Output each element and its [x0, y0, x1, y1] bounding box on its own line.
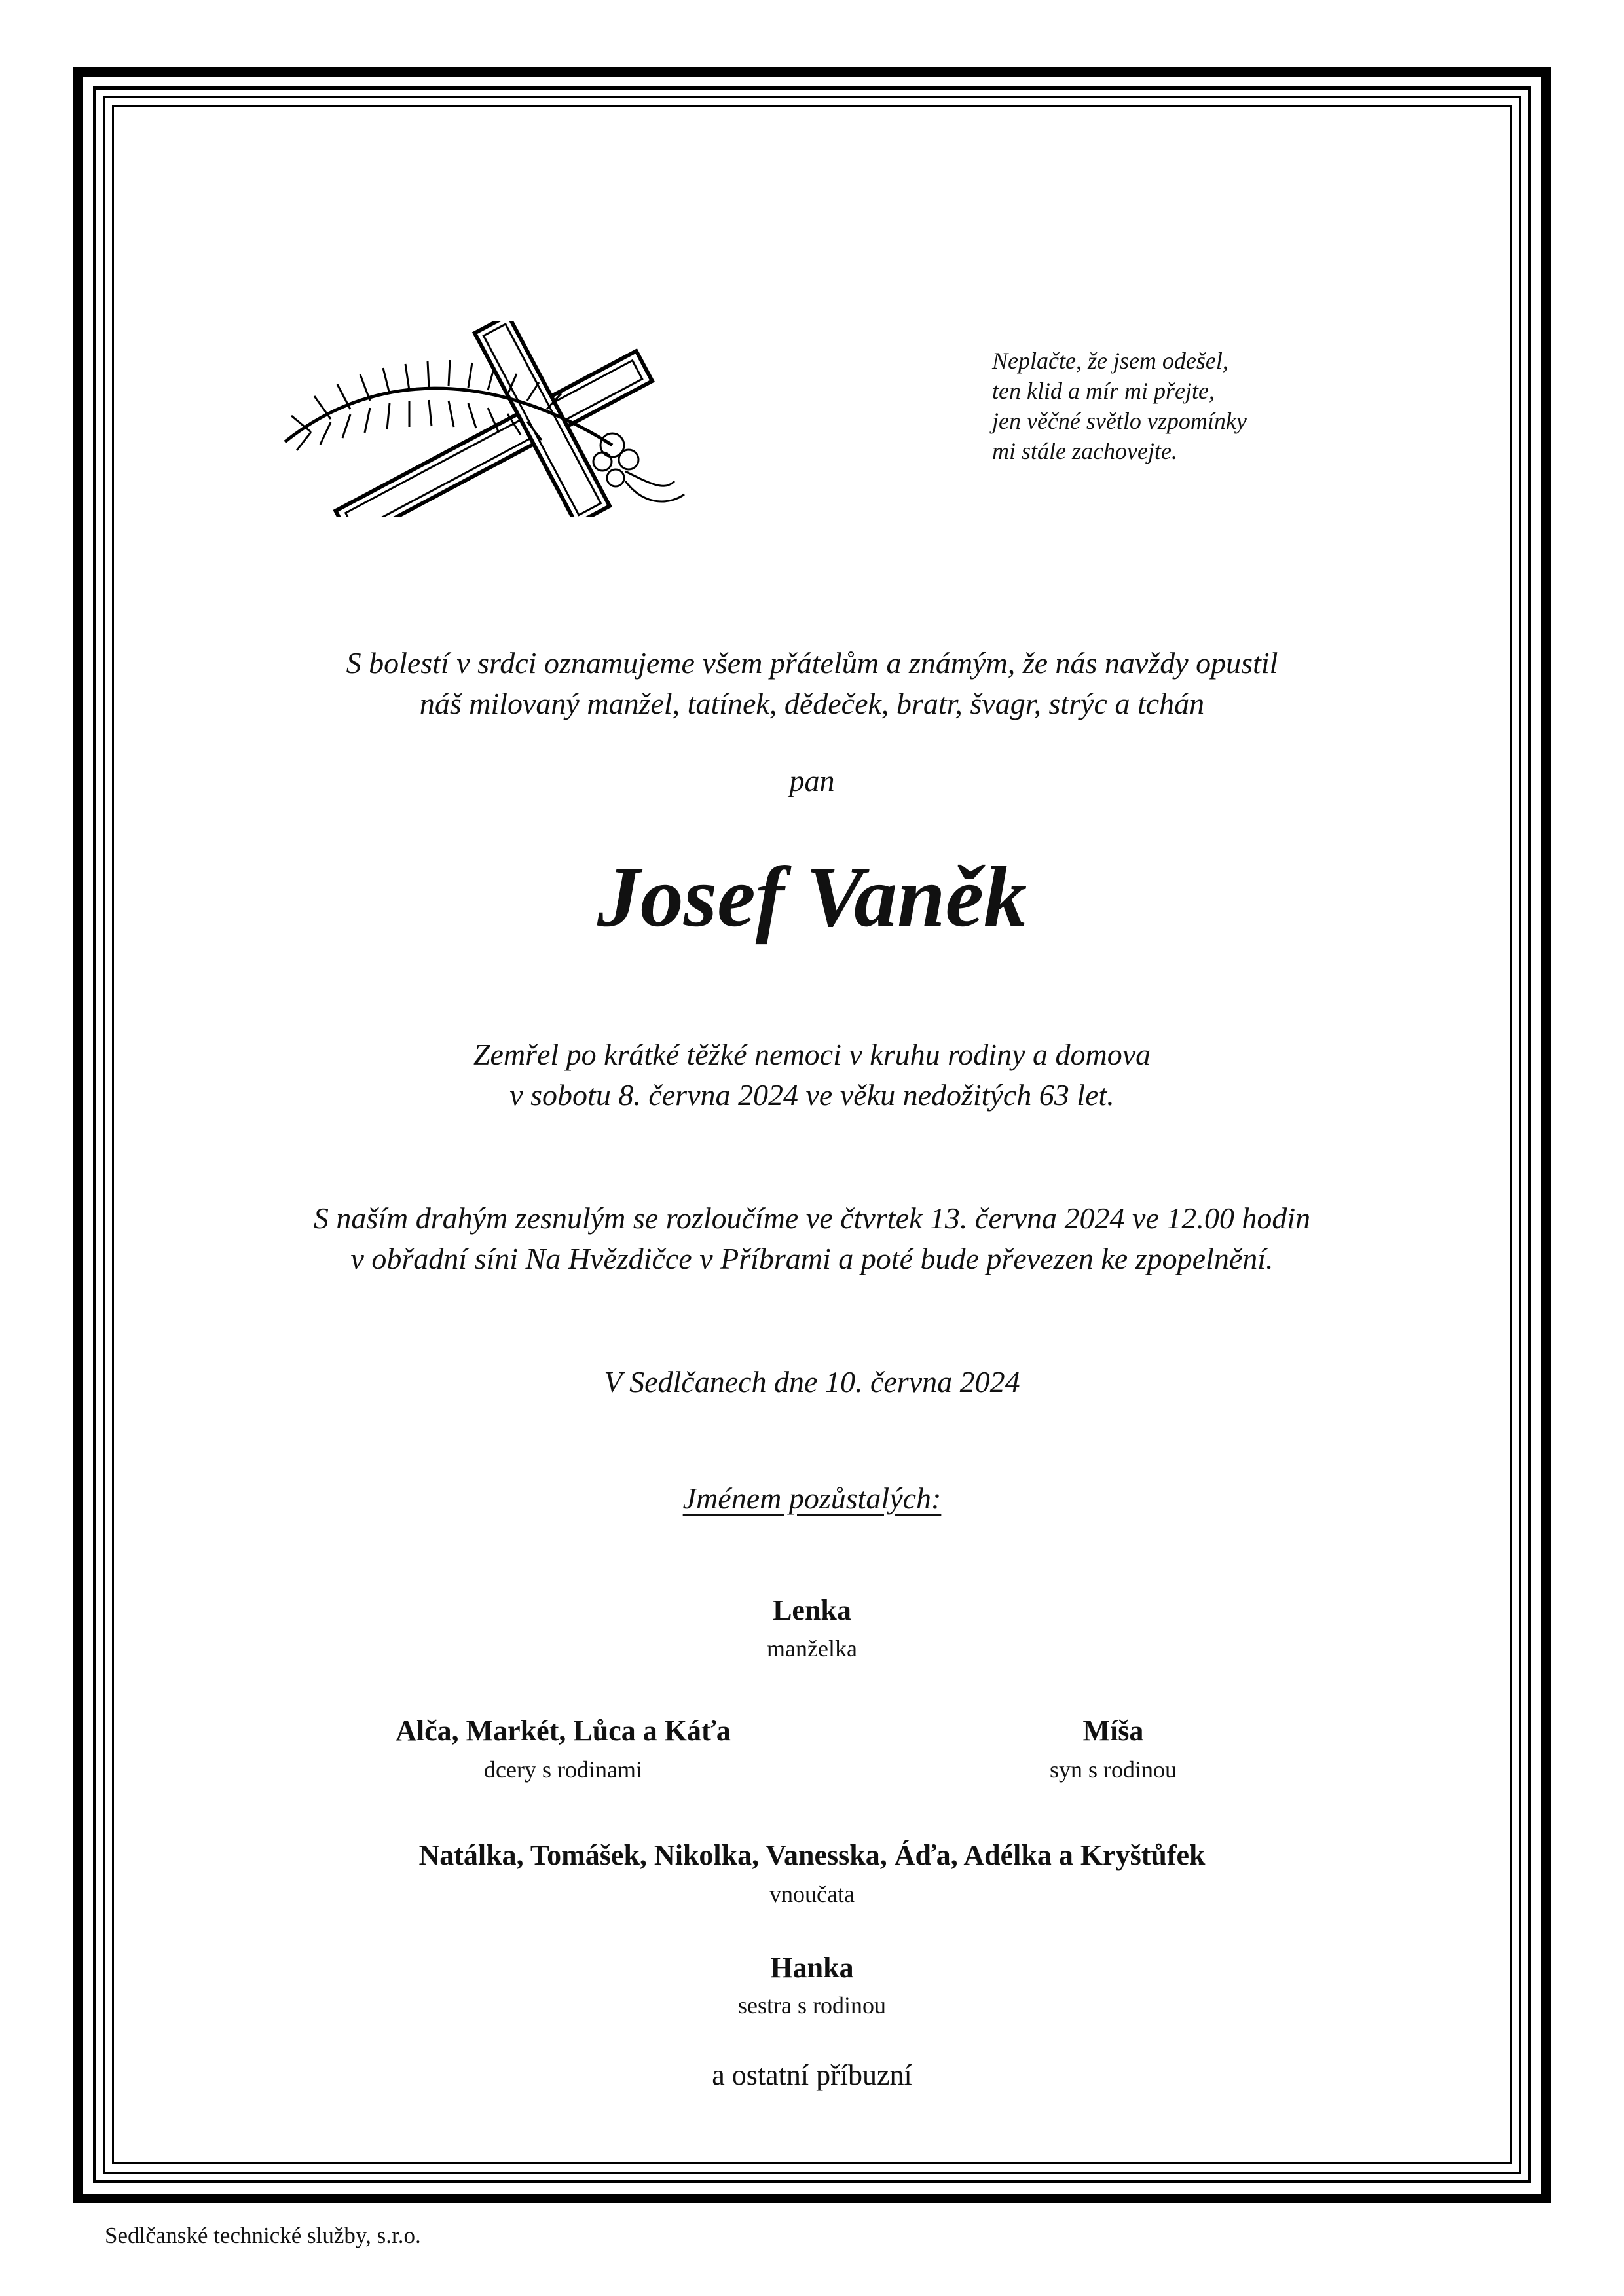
poem-line: ten klid a mír mi přejte, [992, 378, 1215, 404]
other-relatives: a ostatní příbuzní [712, 2059, 912, 2091]
survivors-heading: Jménem pozůstalých: [682, 1482, 942, 1515]
survivor-son [976, 1713, 1251, 1785]
death-line: v sobotu 8. června 2024 ve věku nedožitých 63 let. [509, 1078, 1115, 1112]
announcement-line: náš milovaný manžel, tatínek, dědeček, bratr, švagr, strýc a tchán [419, 687, 1205, 720]
announcement-line: S bolestí v srdci oznamujeme všem přátelům a známým, že nás navždy opustil [346, 646, 1278, 680]
survivor-sister-name: Hanka [770, 1952, 854, 1984]
death-line: Zemřel po krátké těžké nemoci v kruhu rodiny a domova [473, 1038, 1151, 1071]
survivor-wife-name: Lenka [773, 1594, 851, 1626]
cross-with-palm-icon [272, 321, 717, 517]
poem-line: jen věčné světlo vzpomínky [992, 408, 1247, 434]
poem [992, 346, 1333, 466]
title-pan: pan [789, 764, 835, 797]
survivor-son-role: syn s rodinou [1049, 1757, 1177, 1783]
survivor-son-name: Míša [1082, 1715, 1144, 1747]
survivor-grandchildren-name: Natálka, Tomášek, Nikolka, Vanesska, Áďa, Adélka a Kryštůfek [418, 1839, 1206, 1871]
survivor-daughters-role: dcery s rodinami [484, 1757, 642, 1783]
poem-line: mi stále zachovejte. [992, 438, 1177, 464]
survivor-wife-role: manželka [767, 1635, 857, 1662]
place-date: V Sedlčanech dne 10. června 2024 [604, 1365, 1020, 1398]
poem-line: Neplačte, že jsem odešel, [992, 348, 1228, 374]
survivor-daughters [314, 1713, 812, 1785]
farewell-line: S naším drahým zesnulým se rozloučíme ve čtvrtek 13. června 2024 ve 12.00 hodin [313, 1201, 1311, 1235]
survivor-sister-role: sestra s rodinou [738, 1992, 886, 2018]
farewell-line: v obřadní síni Na Hvězdičce v Příbrami a poté bude převezen ke zpopelnění. [350, 1242, 1274, 1275]
survivor-grandchildren-role: vnoučata [769, 1881, 855, 1907]
survivor-daughters-name: Alča, Markét, Lůca a Káťa [396, 1715, 731, 1747]
footer-company: Sedlčanské technické služby, s.r.o. [105, 2223, 421, 2248]
deceased-name: Josef Vaněk [597, 848, 1027, 945]
